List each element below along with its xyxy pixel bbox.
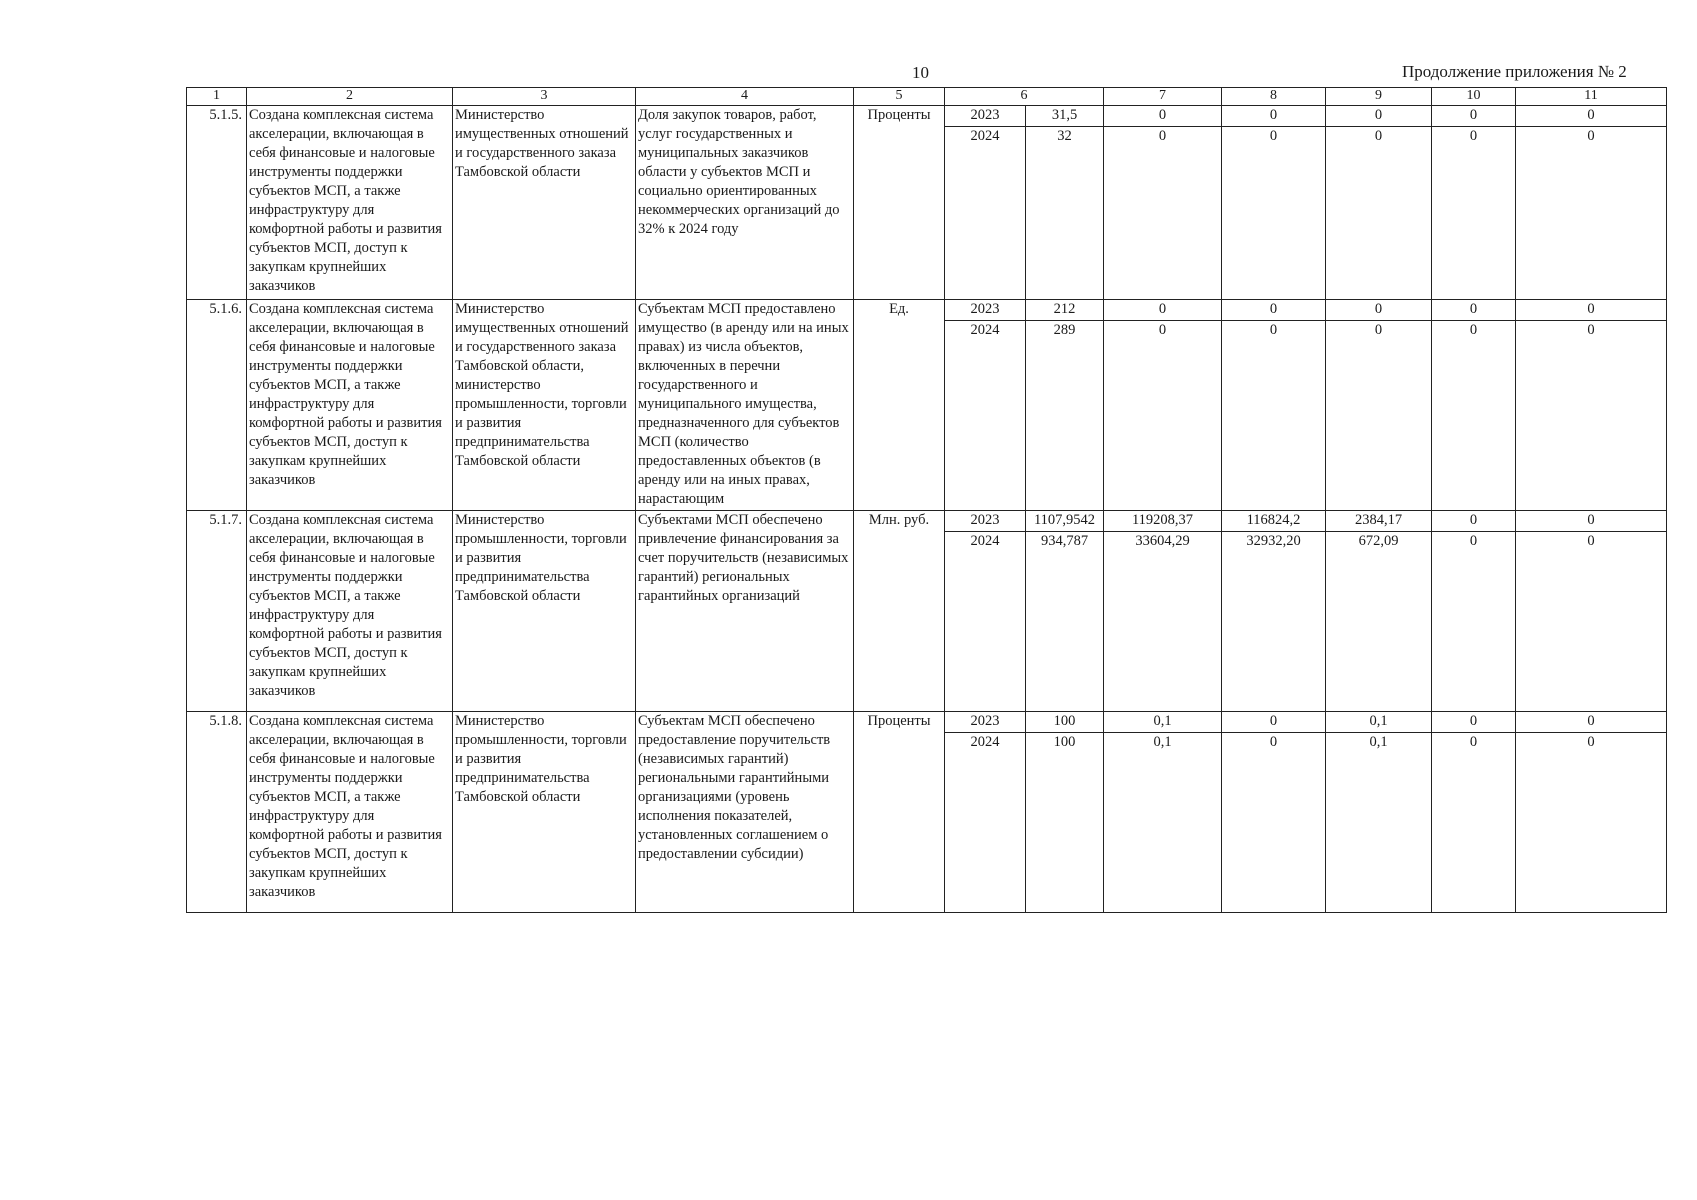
row-indicator [636,300,854,511]
year-cell: 2023 [945,106,1026,127]
row-result [247,106,453,300]
row-code: 5.1.7. [187,511,247,712]
row-result: Создана комплексная система акселерации, включающая в себя финансовые и налоговые инструменты поддержки субъектов МСП, а также инфраструктуру для комфортной работы и развития субъектов МСП, доступ к закупкам крупнейших заказчиков [247,712,453,913]
value-col-11: 0 [1516,321,1667,511]
row-code: 5.1.5. [187,106,247,300]
value-col-11: 0 [1516,532,1667,712]
year-cell: 2024 [945,532,1026,712]
value-col-11: 0 [1516,712,1667,733]
header-col-7: 7 [1104,88,1222,106]
table-row [187,106,1667,127]
header-col-5: 5 [854,88,945,106]
row-result-text: Создана комплексная система акселерации, включающая в себя финансовые и налоговые инструменты поддержки субъектов МСП, а также инфраструктуру для комфортной работы и развития субъектов МСП, доступ к закупкам крупнейших заказчиков [249,107,442,294]
header-col-8: 8 [1222,88,1326,106]
value-col-11: 0 [1516,106,1667,127]
value-col-8: 0 [1222,300,1326,321]
year-cell: 2024 [945,321,1026,511]
value-col-10: 0 [1432,127,1516,300]
header-row [187,88,1667,106]
value-col-8: 0 [1222,712,1326,733]
row-unit: Проценты [854,106,945,300]
value-col-7: 33604,29 [1104,532,1222,712]
year-cell: 2023 [945,511,1026,532]
value-col-6: 32 [1026,127,1104,300]
value-col-8: 32932,20 [1222,532,1326,712]
row-indicator: Доля закупок товаров, работ, услуг государственных и муниципальных заказчиков области у субъектов МСП и социально ориентированных некоммерческих организаций до 32% к 2024 году [636,106,854,300]
value-col-10: 0 [1432,712,1516,733]
value-col-9: 0,1 [1326,733,1432,913]
value-col-6: 934,787 [1026,532,1104,712]
header-col-10: 10 [1432,88,1516,106]
value-col-7: 0,1 [1104,712,1222,733]
value-col-7: 0 [1104,127,1222,300]
value-col-7: 0 [1104,106,1222,127]
value-col-9: 672,09 [1326,532,1432,712]
value-col-10: 0 [1432,733,1516,913]
table-row [187,712,1667,733]
row-responsible: Министерство промышленности, торговли и развития предпринимательства Тамбовской области [453,511,636,712]
row-indicator: Субъектами МСП обеспечено привлечение финансирования за счет поручительств (независимых гарантий) региональных гарантийных организаций [636,511,854,712]
value-col-8: 0 [1222,127,1326,300]
value-col-8: 116824,2 [1222,511,1326,532]
year-cell: 2024 [945,127,1026,300]
header-col-6: 6 [945,88,1104,106]
appendix-continuation-label: Продолжение приложения № 2 [1402,62,1627,81]
row-code: 5.1.6. [187,300,247,511]
value-col-9: 0 [1326,321,1432,511]
header-col-1: 1 [187,88,247,106]
value-col-7: 0 [1104,300,1222,321]
value-col-10: 0 [1432,511,1516,532]
value-col-11: 0 [1516,511,1667,532]
value-col-6: 289 [1026,321,1104,511]
row-responsible: Министерство имущественных отношений и государственного заказа Тамбовской области, министерство промышленности, торговли и развития предпринимательства Тамбовской области [453,300,636,511]
value-col-6: 212 [1026,300,1104,321]
table-row [187,300,1667,321]
row-indicator-text: Субъектам МСП предоставлено имущество (в аренду или на иных правах) из числа объектов, включенных в перечни государственного и муниципального имущества, предназначенного для субъектов МСП (количество предоставленных объектов (в аренду или на иных правах, нарастающим [638,301,849,507]
value-col-8: 0 [1222,106,1326,127]
value-col-9: 2384,17 [1326,511,1432,532]
value-col-10: 0 [1432,532,1516,712]
value-col-7: 0 [1104,321,1222,511]
row-responsible: Министерство имущественных отношений и государственного заказа Тамбовской области [453,106,636,300]
value-col-9: 0 [1326,300,1432,321]
appendix-table [186,87,1667,913]
value-col-7: 0,1 [1104,733,1222,913]
row-unit: Млн. руб. [854,511,945,712]
header-col-2: 2 [247,88,453,106]
header-col-4: 4 [636,88,854,106]
value-col-8: 0 [1222,321,1326,511]
value-col-6: 1107,9542 [1026,511,1104,532]
header-col-11: 11 [1516,88,1667,106]
value-col-10: 0 [1432,300,1516,321]
header-col-3: 3 [453,88,636,106]
value-col-7: 119208,37 [1104,511,1222,532]
page-number: 10 [912,63,929,82]
row-result: Создана комплексная система акселерации, включающая в себя финансовые и налоговые инструменты поддержки субъектов МСП, а также инфраструктуру для комфортной работы и развития субъектов МСП, доступ к закупкам крупнейших заказчиков [247,300,453,511]
value-col-6: 31,5 [1026,106,1104,127]
year-cell: 2023 [945,300,1026,321]
row-unit: Проценты [854,712,945,913]
value-col-9: 0 [1326,106,1432,127]
value-col-6: 100 [1026,712,1104,733]
row-result: Создана комплексная система акселерации, включающая в себя финансовые и налоговые инструменты поддержки субъектов МСП, а также инфраструктуру для комфортной работы и развития субъектов МСП, доступ к закупкам крупнейших заказчиков [247,511,453,712]
value-col-9: 0 [1326,127,1432,300]
value-col-11: 0 [1516,733,1667,913]
value-col-11: 0 [1516,127,1667,300]
value-col-9: 0,1 [1326,712,1432,733]
row-responsible: Министерство промышленности, торговли и развития предпринимательства Тамбовской области [453,712,636,913]
row-indicator: Субъектам МСП обеспечено предоставление поручительств (независимых гарантий) региональными гарантийными организациями (уровень исполнения показателей, установленных соглашением о предоставлении субсидии) [636,712,854,913]
year-cell: 2023 [945,712,1026,733]
header-col-9: 9 [1326,88,1432,106]
year-cell: 2024 [945,733,1026,913]
row-unit: Ед. [854,300,945,511]
table-row [187,511,1667,532]
value-col-11: 0 [1516,300,1667,321]
value-col-6: 100 [1026,733,1104,913]
row-code: 5.1.8. [187,712,247,913]
value-col-10: 0 [1432,106,1516,127]
value-col-8: 0 [1222,733,1326,913]
value-col-10: 0 [1432,321,1516,511]
